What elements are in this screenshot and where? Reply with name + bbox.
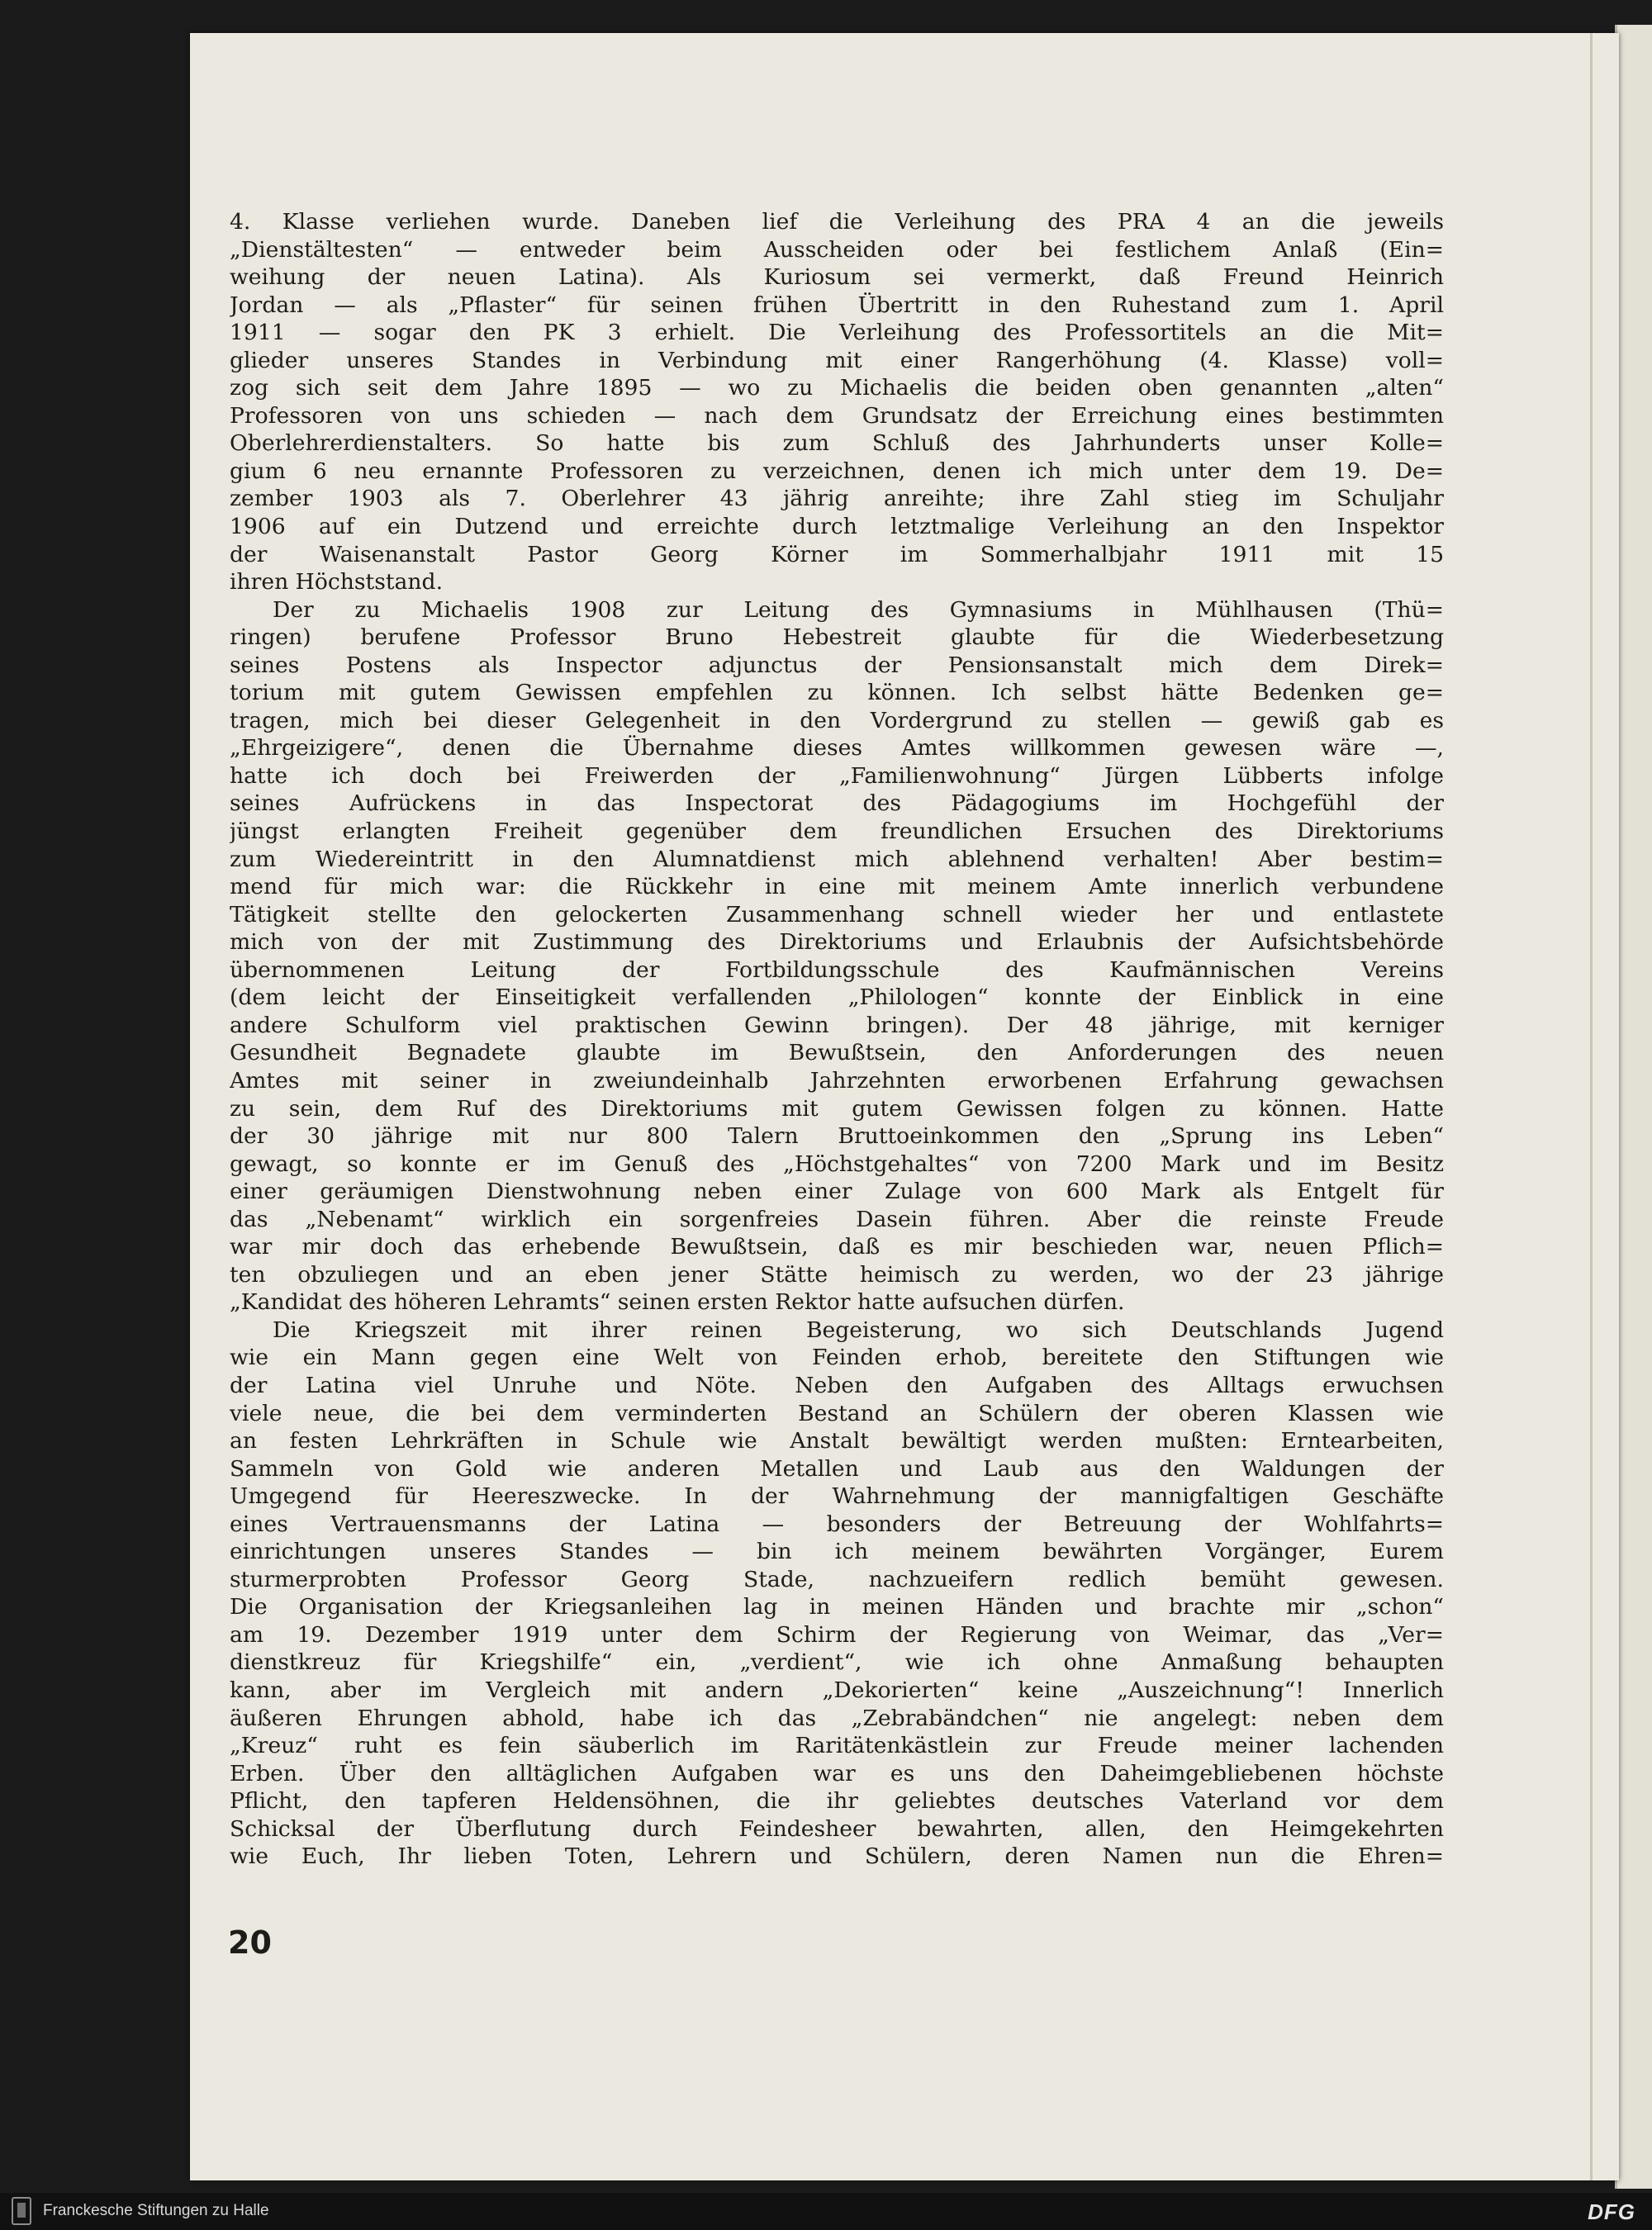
text-line: „Ehrgeizigere“, denen die Übernahme dieses Amtes willkommen gewesen wäre —, (230, 735, 1444, 762)
text-line: jüngst erlangten Freiheit gegenüber dem freundlichen Ersuchen des Direktoriums (230, 818, 1444, 845)
text-line: ringen) berufene Professor Bruno Hebestreit glaubte für die Wiederbesetzung (230, 624, 1444, 651)
text-line: tragen, mich bei dieser Gelegenheit in den Vordergrund zu stellen — gewiß gab es (230, 707, 1444, 733)
text-line: Umgegend für Heereszwecke. In der Wahrnehmung der mannigfaltigen Geschäfte (230, 1483, 1444, 1510)
text-line: gewagt, so konnte er im Genuß des „Höchstgehaltes“ von 7200 Mark und im Besitz (230, 1151, 1444, 1177)
text-line: zu sein, dem Ruf des Direktoriums mit gutem Gewissen folgen zu können. Hatte (230, 1095, 1444, 1122)
text-line: wie Euch, Ihr lieben Toten, Lehrern und Schülern, deren Namen nun die Ehren= (230, 1843, 1444, 1870)
text-line: 1911 — sogar den PK 3 erhielt. Die Verleihung des Professortitels an die Mit= (230, 320, 1444, 346)
next-page-edge (1615, 25, 1652, 2189)
text-line: kann, aber im Vergleich mit andern „Dekorierten“ keine „Auszeichnung“! Innerlich (230, 1677, 1444, 1703)
text-line: der 30 jährige mit nur 800 Talern Bruttoeinkommen den „Sprung ins Leben“ (230, 1123, 1444, 1150)
text-line: hatte ich doch bei Freiwerden der „Familienwohnung“ Jürgen Lübberts infolge (230, 762, 1444, 789)
text-line: am 19. Dezember 1919 unter dem Schirm der Regierung von Weimar, das „Ver= (230, 1621, 1444, 1648)
text-line: Schicksal der Überflutung durch Feindesheer bewahrten, allen, den Heimgekehrten (230, 1815, 1444, 1842)
text-line: (dem leicht der Einseitigkeit verfallenden „Philologen“ konnte der Einblick in eine (230, 985, 1444, 1011)
text-line: einer geräumigen Dienstwohnung neben einer Zulage von 600 Mark als Entgelt für (230, 1179, 1444, 1205)
text-line: übernommenen Leitung der Fortbildungsschule des Kaufmännischen Vereins (230, 956, 1444, 983)
body-text (230, 208, 1444, 1871)
text-line: Der zu Michaelis 1908 zur Leitung des Gymnasiums in Mühlhausen (Thü= (273, 596, 1444, 623)
text-line: das „Nebenamt“ wirklich ein sorgenfreies Dasein führen. Aber die reinste Freude (230, 1206, 1444, 1232)
text-line: eines Vertrauensmanns der Latina — besonders der Betreuung der Wohlfahrts= (230, 1511, 1444, 1537)
text-line: andere Schulform viel praktischen Gewinn bringen). Der 48 jährige, mit kerniger (230, 1012, 1444, 1038)
text-line: zember 1903 als 7. Oberlehrer 43 jährig anreihte; ihre Zahl stieg im Schuljahr (230, 486, 1444, 512)
text-line: Amtes mit seiner in zweiundeinhalb Jahrzehnten erworbenen Erfahrung gewachsen (230, 1067, 1444, 1094)
text-line: mich von der mit Zustimmung des Direktoriums und Erlaubnis der Aufsichtsbehörde (230, 929, 1444, 956)
text-line: ihren Höchststand. (230, 569, 444, 595)
text-line: Pflicht, den tapferen Heldensöhnen, die ihr geliebtes deutsches Vaterland vor dem (230, 1788, 1444, 1815)
text-line: zum Wiedereintritt in den Alumnatdienst mich ablehnend verhalten! Aber bestim= (230, 846, 1444, 872)
text-line: Jordan — als „Pflaster“ für seinen frühen Übertritt in den Ruhestand zum 1. April (230, 292, 1444, 318)
text-line: dienstkreuz für Kriegshilfe“ ein, „verdient“, wie ich ohne Anmaßung behaupten (230, 1649, 1444, 1676)
page-number: 20 (228, 1924, 272, 1961)
text-line: Die Organisation der Kriegsanleihen lag in meinen Händen und brachte mir „schon“ (230, 1594, 1444, 1620)
text-line: zog sich seit dem Jahre 1895 — wo zu Michaelis die beiden oben genannten „alten“ (230, 375, 1444, 401)
text-line: der Waisenanstalt Pastor Georg Körner im Sommerhalbjahr 1911 mit 15 (230, 541, 1444, 567)
text-line: torium mit gutem Gewissen empfehlen zu können. Ich selbst hätte Bedenken ge= (230, 680, 1444, 706)
page-gutter (1590, 33, 1593, 2180)
text-line: an festen Lehrkräften in Schule wie Anstalt bewältigt werden mußten: Erntearbeiten, (230, 1428, 1444, 1454)
text-line: der Latina viel Unruhe und Nöte. Neben den Aufgaben des Alltags erwuchsen (230, 1372, 1444, 1398)
text-line: seines Aufrückens in das Inspectorat des Pädagogiums im Hochgefühl der (230, 790, 1444, 817)
text-line: ten obzuliegen und an eben jener Stätte heimisch zu werden, wo der 23 jährige (230, 1261, 1444, 1288)
text-line: viele neue, die bei dem verminderten Bestand an Schülern der oberen Klassen wie (230, 1400, 1444, 1426)
footer-institution: Franckesche Stiftungen zu Halle (43, 2202, 269, 2219)
text-line: Gesundheit Begnadete glaubte im Bewußtsein, den Anforderungen des neuen (230, 1040, 1444, 1066)
text-line: 1906 auf ein Dutzend und erreichte durch letztmalige Verleihung an den Inspektor (230, 514, 1444, 540)
text-line: mend für mich war: die Rückkehr in eine mit meinem Amte innerlich verbundene (230, 874, 1444, 900)
text-line: „Kandidat des höheren Lehramts“ seinen ersten Rektor hatte aufsuchen dürfen. (230, 1289, 1125, 1316)
text-line: war mir doch das erhebende Bewußtsein, daß es mir beschieden war, neuen Pflich= (230, 1234, 1444, 1260)
text-line: wie ein Mann gegen eine Welt von Feinden erhob, bereitete den Stiftungen wie (230, 1345, 1444, 1371)
text-line: Oberlehrerdienstalters. So hatte bis zum Schluß des Jahrhunderts unser Kolle= (230, 430, 1444, 457)
text-line: Tätigkeit stellte den gelockerten Zusammenhang schnell wieder her und entlastete (230, 901, 1444, 928)
seal-icon (12, 2197, 31, 2225)
text-line: sturmerprobten Professor Georg Stade, nachzueifern redlich bemüht gewesen. (230, 1566, 1444, 1592)
text-line: gium 6 neu ernannte Professoren zu verzeichnen, denen ich mich unter dem 19. De= (230, 458, 1444, 484)
text-line: Professoren von uns schieden — nach dem Grundsatz der Erreichung eines bestimmten (230, 402, 1444, 429)
text-line: Sammeln von Gold wie anderen Metallen und Laub aus den Waldungen der (230, 1455, 1444, 1482)
text-line: „Kreuz“ ruht es fein säuberlich im Raritätenkästlein zur Freude meiner lachenden (230, 1733, 1444, 1759)
text-line: weihung der neuen Latina). Als Kuriosum sei vermerkt, daß Freund Heinrich (230, 264, 1444, 291)
text-line: einrichtungen unseres Standes — bin ich meinem bewährten Vorgänger, Eurem (230, 1539, 1444, 1565)
text-line: „Dienstältesten“ — entweder beim Ausscheiden oder bei festlichem Anlaß (Ein= (230, 236, 1444, 263)
text-line: Erben. Über den alltäglichen Aufgaben war es uns den Daheimgebliebenen höchste (230, 1760, 1444, 1786)
text-line: Die Kriegszeit mit ihrer reinen Begeisterung, wo sich Deutschlands Jugend (273, 1317, 1444, 1343)
text-line: glieder unseres Standes in Verbindung mit einer Rangerhöhung (4. Klasse) voll= (230, 347, 1444, 373)
text-line: seines Postens als Inspector adjunctus der Pensionsanstalt mich dem Direk= (230, 652, 1444, 678)
text-line: 4. Klasse verliehen wurde. Daneben lief die Verleihung des PRA 4 an die jeweils (230, 209, 1444, 235)
text-line: äußeren Ehrungen abhold, habe ich das „Zebrabändchen“ nie angelegt: neben dem (230, 1705, 1444, 1731)
dfg-logo[interactable]: DFG (1588, 2199, 1635, 2224)
